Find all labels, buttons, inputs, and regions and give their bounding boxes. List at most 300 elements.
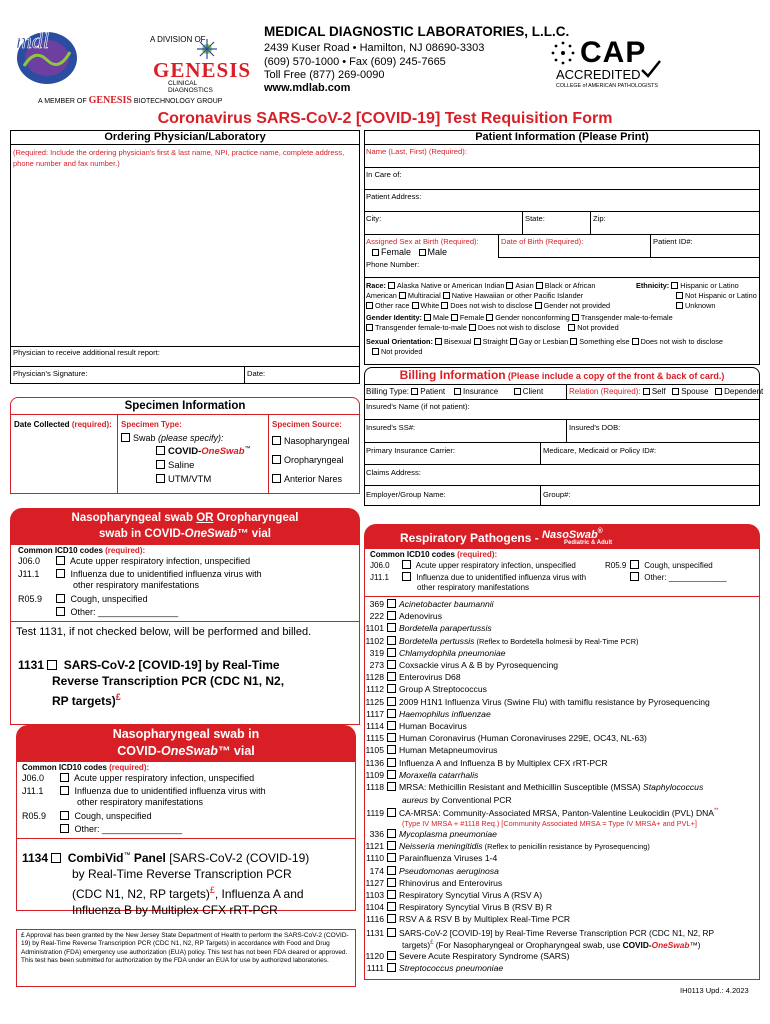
- resp-test-name: Neisseria meningitidis: [399, 841, 483, 852]
- resp-test-checkbox[interactable]: [387, 902, 396, 911]
- resp-test-num: 1115: [366, 733, 384, 744]
- resp-icd4: [630, 572, 727, 582]
- group-label: Group#:: [543, 490, 571, 499]
- resp-test-name: Group A Streptococcus: [399, 684, 487, 695]
- resp-test-num: 222: [369, 611, 384, 622]
- panel2-test-l1c: [SARS-CoV-2 (COVID-19): [169, 851, 310, 865]
- resp-icd2-checkbox[interactable]: [402, 572, 411, 581]
- resp-test-row: [364, 782, 703, 793]
- resp-test-checkbox[interactable]: [387, 636, 396, 645]
- resp-test-num: 1112: [366, 684, 384, 695]
- panel2-tm: ™: [123, 852, 131, 859]
- resp-test-num: 1111: [366, 963, 384, 974]
- panel1-heading: [10, 508, 360, 544]
- cap-logo-mark: [550, 40, 576, 66]
- resp-test-checkbox[interactable]: [387, 841, 396, 850]
- ethnicity-label: Ethnicity:: [636, 281, 670, 290]
- race-hawaiian-checkbox[interactable]: [443, 292, 450, 299]
- race-black-label: Black or African: [544, 281, 596, 290]
- male-checkbox[interactable]: [419, 249, 426, 256]
- panel1-oneswab: OneSwab: [184, 528, 238, 540]
- relation-row: [569, 387, 763, 396]
- insured-name-label: Insured's Name (if not patient):: [366, 402, 470, 411]
- cap-text: CAP: [580, 36, 647, 69]
- specimen-type-label: Specimen Type:: [121, 420, 182, 429]
- panel1-line1a: Nasopharyngeal swab: [71, 512, 193, 524]
- in-care-of-label: In Care of:: [366, 170, 402, 179]
- race-row-3: [366, 301, 610, 310]
- source-nares-checkbox[interactable]: [272, 474, 281, 483]
- physician-entry-area[interactable]: [11, 170, 359, 344]
- resp-test-checkbox[interactable]: [387, 623, 396, 632]
- gid-ftm-label: Transgender female-to-male: [375, 323, 467, 332]
- swab-checkbox[interactable]: [121, 433, 130, 442]
- resp-test-name: Human Bocavirus: [399, 721, 467, 731]
- female-checkbox[interactable]: [372, 249, 379, 256]
- race-alaska-label: Alaska Native or American Indian: [396, 281, 505, 290]
- lab-address: 2439 Kuser Road • Hamilton, NJ 08690-3303: [264, 42, 485, 54]
- test-1131-checkbox[interactable]: [47, 660, 57, 670]
- resp-test-name: Coxsackie virus A & B by Pyrosequencing: [399, 660, 559, 670]
- resp-test-checkbox[interactable]: [387, 660, 396, 669]
- panel1-icd-req: (required):: [105, 546, 146, 555]
- resp-test-num: 1120: [365, 951, 384, 961]
- race-row-2: [366, 291, 583, 300]
- resp-test-checkbox[interactable]: [387, 829, 396, 838]
- resp-test-checkbox[interactable]: [387, 914, 396, 923]
- resp-test-name: Moraxella catarrhalis: [399, 769, 479, 780]
- race-black-label-2: American: [366, 291, 397, 300]
- gid-nonconforming-checkbox[interactable]: [486, 314, 493, 321]
- test-1119-note: (Type IV MRSA + #1118 Req.) [Community Associated MRSA = Type IV MRSA+ and PVL+]: [402, 818, 697, 828]
- employer-label: Employer/Group Name:: [366, 490, 446, 499]
- test-1131-resp: [364, 928, 714, 950]
- race-black-checkbox[interactable]: [536, 282, 543, 289]
- orientation-label: Sexual Orientation:: [366, 337, 433, 346]
- gid-nodisclose-checkbox[interactable]: [469, 324, 476, 331]
- swab-note: (please specify):: [158, 433, 224, 443]
- resp-icd3: [605, 560, 713, 570]
- panel2-desc2: Influenza due to unidentified influenza virus with: [74, 786, 266, 796]
- race-multiracial-checkbox[interactable]: [399, 292, 406, 299]
- panel1-icd-label: Common ICD10 codes: [18, 546, 103, 555]
- resp-desc2: Influenza due to unidentified influenza virus with: [416, 573, 587, 582]
- specimen-heading: Specimen Information: [124, 400, 246, 412]
- lab-website[interactable]: www.mdlab.com: [264, 82, 351, 94]
- panel2-icd-label: Common ICD10 codes: [22, 763, 107, 772]
- resp-test-row: [364, 770, 478, 781]
- resp-test-row: [364, 648, 506, 659]
- panel2-test-l3b: , Influenza A and: [214, 887, 304, 901]
- race-notprovided-checkbox[interactable]: [535, 302, 542, 309]
- panel1-icd4: [56, 607, 178, 617]
- resp-test-checkbox[interactable]: [387, 782, 396, 791]
- resp-test-num: 1105: [365, 745, 384, 756]
- insured-ssn-label: Insured's SS#:: [366, 423, 416, 432]
- genesis-logo-mark: [196, 38, 218, 60]
- resp-test-name: Respiratory Syncytial Virus B (RSV B) R: [399, 902, 553, 913]
- so-straight-checkbox[interactable]: [474, 338, 481, 345]
- resp-test-name: Human Metapneumovirus: [399, 745, 498, 756]
- resp-test-extra: (Reflex to penicillin resistance by Pyrosequencing): [482, 842, 650, 852]
- eth-hispanic-label: Hispanic or Latino: [680, 281, 739, 290]
- panel2-test-l3a: (CDC N1, N2, RP targets): [72, 887, 210, 901]
- so-else-label: Something else: [579, 337, 630, 346]
- resp-test-name: Haemophilus influenzae: [399, 708, 491, 719]
- patient-id-label: Patient ID#:: [653, 237, 693, 246]
- panel2-icd2-checkbox[interactable]: [60, 786, 69, 795]
- patient-heading: Patient Information (Please Print): [475, 131, 649, 143]
- panel1-test-l3: RP targets): [52, 694, 116, 708]
- male-label: Male: [427, 247, 448, 257]
- resp-test-num: 1101: [365, 623, 384, 634]
- relation-dependent-label: Dependent: [724, 387, 764, 396]
- so-nodisclose-checkbox[interactable]: [632, 338, 639, 345]
- resp-test-num: 273: [369, 660, 384, 670]
- resp-test-checkbox[interactable]: [387, 890, 396, 899]
- resp-test-checkbox[interactable]: [387, 709, 396, 718]
- resp-test-row: [364, 841, 650, 852]
- resp-test-checkbox[interactable]: [387, 878, 396, 887]
- billing-heading: Billing Information: [399, 368, 506, 382]
- resp-test-name: Influenza A and Influenza B by Multiplex CFX rRT-PCR: [399, 757, 608, 768]
- resp-test-name: Parainfluenza Viruses 1-4: [399, 853, 498, 864]
- date-collected-required: (required):: [71, 420, 112, 429]
- billing-type-row: [366, 387, 543, 396]
- panel2-pound: £: [209, 885, 215, 895]
- billing-patient-checkbox[interactable]: [411, 388, 418, 395]
- resp-test-checkbox[interactable]: [387, 733, 396, 742]
- panel2-other: Other: ________________: [74, 824, 183, 834]
- panel1-pound: £: [115, 692, 121, 702]
- source-nares-row: [272, 474, 342, 484]
- panel1-line2c: ™ vial: [237, 528, 271, 540]
- resp-icd-heading: [370, 550, 497, 559]
- test-1131-resp-pound: £: [430, 940, 434, 946]
- resp-other-checkbox[interactable]: [630, 572, 639, 581]
- gid-nodisclose-label: Does not wish to disclose: [477, 323, 561, 332]
- so-gay-checkbox[interactable]: [510, 338, 517, 345]
- panel2-icd1-checkbox[interactable]: [60, 773, 69, 782]
- physician-heading: Ordering Physician/Laboratory: [104, 131, 266, 143]
- footnote-text: £ Approval has been granted by the New Jersey State Department of Health to perform the SARS-CoV-2 (COVID-19) by Real-Time Reverse Transcription PCR (CDC N1, N2, RP Targets) in accordance with Food and Drug Administration (FDA) emergency use authorization (EUA) policy. This test has not been FDA cleared or approved. This test has been submitted for authorization by the FDA under an EUA for use by authorized laboratories.: [21, 932, 349, 965]
- resp-test-num: 1110: [366, 853, 384, 864]
- resp-test-row: [364, 660, 558, 671]
- source-naso-label: Nasopharyngeal: [284, 436, 350, 446]
- billing-heading-tab: [364, 367, 760, 384]
- panel2-line2a: COVID-: [117, 744, 161, 758]
- resp-test-checkbox[interactable]: [387, 745, 396, 754]
- resp-test-checkbox[interactable]: [387, 758, 396, 767]
- specimen-source-label: Specimen Source:: [272, 420, 342, 429]
- oneswab-label: OneSwab: [201, 446, 245, 458]
- resp-test-extra: Staphylococcus: [640, 782, 704, 792]
- resp-test-num: 1114: [366, 721, 384, 731]
- resp-test-checkbox[interactable]: [387, 866, 396, 875]
- resp-test-checkbox[interactable]: [387, 770, 396, 779]
- panel2-desc1: Acute upper respiratory infection, unspecified: [74, 773, 255, 783]
- gid-nonconforming-label: Gender nonconforming: [495, 313, 570, 322]
- resp-desc2b: other respiratory manifestations: [417, 583, 530, 592]
- resp-icd-label: Common ICD10 codes: [370, 550, 455, 559]
- panel1-line1b: Oropharyngeal: [216, 512, 299, 524]
- resp-test-checkbox[interactable]: [387, 599, 396, 608]
- division-label: A DIVISION OF: [150, 35, 206, 44]
- resp-heading-text: Respiratory Pathogens -: [400, 531, 543, 545]
- panel1-test-num: 1131: [18, 658, 45, 672]
- resp-test-name: Mycoplasma pneumoniae: [399, 829, 497, 839]
- member-post: BIOTECHNOLOGY GROUP: [133, 98, 223, 105]
- race-other-label: Other race: [375, 301, 410, 310]
- test-1131-resp-oneswab: OneSwab: [651, 939, 690, 950]
- resp-test-row: [364, 636, 639, 647]
- resp-test-num: 1136: [365, 757, 384, 768]
- panel1-other-checkbox[interactable]: [56, 607, 65, 616]
- source-oro-checkbox[interactable]: [272, 455, 281, 464]
- so-notprovided-checkbox[interactable]: [372, 348, 379, 355]
- lab-name: MEDICAL DIAGNOSTIC LABORATORIES, L.L.C.: [264, 24, 570, 39]
- resp-test-name: Human Coronavirus (Human Coronaviruses 229E, OC43, NL-63): [399, 733, 647, 744]
- race-hawaiian-label: Native Hawaiian or other Pacific Islander: [451, 291, 584, 300]
- gid-female-label: Female: [459, 313, 485, 322]
- resp-test-name: Adenovirus: [399, 611, 442, 622]
- saline-label: Saline: [168, 460, 195, 471]
- resp-test-name: Respiratory Syncytial Virus A (RSV A): [399, 890, 543, 900]
- covid-oneswab-checkbox[interactable]: [156, 446, 165, 455]
- panel2-desc3: Cough, unspecified: [74, 811, 152, 821]
- patient-address-label: Patient Address:: [366, 192, 422, 201]
- additional-report-label: Physician to receive additional result report:: [13, 348, 160, 357]
- lab-phone: (609) 570-1000 • Fax (609) 245-7665: [264, 56, 446, 68]
- race-asian-checkbox[interactable]: [506, 282, 513, 289]
- relation-self-checkbox[interactable]: [643, 388, 650, 395]
- eth-unknown-checkbox[interactable]: [676, 302, 683, 309]
- gid-mtf-checkbox[interactable]: [572, 314, 579, 321]
- resp-test-checkbox[interactable]: [387, 697, 396, 706]
- resp-test-num: 1103: [365, 890, 384, 900]
- mrsa-aureus: aureus: [402, 795, 428, 805]
- claims-address-label: Claims Address:: [366, 468, 421, 477]
- race-multiracial-label: Multiracial: [407, 291, 441, 300]
- resp-test-num: 1128: [365, 672, 384, 683]
- test-1131-resp-tm: ™): [689, 939, 701, 950]
- billing-insurance-checkbox[interactable]: [454, 388, 461, 395]
- resp-test-num: 1118: [366, 782, 384, 792]
- test-1119-checkbox[interactable]: [387, 808, 396, 817]
- resp-test-checkbox[interactable]: [387, 648, 396, 657]
- resp-test-checkbox[interactable]: [387, 684, 396, 693]
- resp-test-num: 336: [369, 829, 384, 839]
- resp-test-name: Acinetobacter baumannii: [399, 599, 494, 609]
- race-nodisclose-checkbox[interactable]: [441, 302, 448, 309]
- panel1-or: OR: [196, 512, 214, 524]
- gender-row-2: [366, 323, 619, 332]
- panel1-other: Other: ________________: [70, 607, 179, 617]
- panel1-code1: J06.0: [18, 556, 41, 566]
- race-white-checkbox[interactable]: [412, 302, 419, 309]
- resp-test-row: [364, 951, 570, 962]
- resp-test-checkbox[interactable]: [387, 721, 396, 730]
- resp-test-num: 1116: [366, 914, 384, 925]
- saline-checkbox[interactable]: [156, 460, 165, 469]
- panel1-icd3-checkbox[interactable]: [56, 594, 65, 603]
- phone-label: Phone Number:: [366, 260, 420, 269]
- billing-type-label: Billing Type:: [366, 387, 409, 396]
- specimen-heading-tab: [10, 397, 360, 414]
- resp-test-num: 319: [369, 647, 384, 658]
- panel2-line2c: ™ vial: [217, 744, 255, 758]
- member-line: [38, 95, 222, 106]
- orientation-row-1: [366, 337, 723, 346]
- resp-icd1: [370, 560, 576, 570]
- resp-icd2: [370, 572, 586, 593]
- svg-text:mdl: mdl: [16, 28, 49, 53]
- date-collected-label: Date Collected: [14, 420, 70, 429]
- resp-icd3-checkbox[interactable]: [630, 560, 639, 569]
- tm-mark: ™: [244, 446, 251, 452]
- resp-desc1: Acute upper respiratory infection, unspecified: [415, 561, 576, 570]
- panel2-icd-req: (required):: [109, 763, 150, 772]
- resp-test-num: 1125: [365, 696, 384, 707]
- so-else-checkbox[interactable]: [570, 338, 577, 345]
- resp-heading: [364, 524, 760, 548]
- physician-required-note: (Required: Include the ordering physician's first & last name, NPI, practice name, complete address, phone number and fax number.): [13, 148, 345, 168]
- saline-row: [156, 460, 194, 471]
- resp-test-checkbox[interactable]: [387, 611, 396, 620]
- test-1119-num: 1119: [366, 807, 384, 818]
- so-bisexual-label: Bisexual: [443, 337, 472, 346]
- panel2-panel: Panel: [133, 851, 166, 865]
- resp-test-name: RSV A & RSV B by Multiplex Real-Time PCR: [399, 914, 571, 925]
- resp-test-name: Rhinovirus and Enterovirus: [399, 877, 503, 888]
- resp-desc3: Cough, unspecified: [644, 561, 713, 570]
- eth-nothispanic-checkbox[interactable]: [676, 292, 683, 299]
- resp-test-name: Enterovirus D68: [399, 672, 461, 683]
- billing-client-label: Client: [522, 387, 544, 396]
- patient-name-label: Name (Last, First) (Required):: [366, 147, 467, 156]
- gid-male-checkbox[interactable]: [424, 314, 431, 321]
- test-1119: [364, 806, 719, 829]
- resp-test-row: [364, 902, 552, 913]
- resp-test-checkbox[interactable]: [387, 963, 396, 972]
- billing-client-checkbox[interactable]: [514, 388, 521, 395]
- panel1-desc1: Acute upper respiratory infection, unspecified: [70, 556, 251, 566]
- panel2-line1: Nasopharyngeal swab in: [112, 727, 260, 741]
- date-collected-row: [14, 420, 112, 429]
- resp-test-name: Bordetella parapertussis: [399, 623, 492, 634]
- resp-reg: ®: [597, 528, 603, 535]
- panel2-other-checkbox[interactable]: [60, 824, 69, 833]
- test-1131-resp-checkbox[interactable]: [387, 928, 396, 937]
- resp-test-num: 1102: [365, 635, 384, 646]
- panel1-icd3: [18, 594, 148, 604]
- panel1-icd2: [18, 569, 262, 591]
- resp-icd1-checkbox[interactable]: [402, 560, 411, 569]
- resp-test-num: 1127: [365, 877, 384, 888]
- resp-test-row: [364, 866, 499, 877]
- gid-female-checkbox[interactable]: [451, 314, 458, 321]
- mdl-logo: [10, 28, 84, 92]
- resp-test-name: MRSA: Methicillin Resistant and Methicillin Susceptible (MSSA): [399, 782, 641, 792]
- test-1131-resp-num: 1131: [366, 928, 384, 938]
- panel1-icd2-checkbox[interactable]: [56, 569, 65, 578]
- panel2-combivid: CombiVid: [67, 851, 124, 865]
- resp-test-checkbox[interactable]: [387, 672, 396, 681]
- race-alaska-checkbox[interactable]: [388, 282, 395, 289]
- panel1-test-1131: [18, 657, 284, 709]
- form-title: Coronavirus SARS-CoV-2 [COVID-19] Test Requisition Form: [157, 110, 613, 127]
- panel1-test-l2: Reverse Transcription PCR (CDC N1, N2,: [52, 674, 285, 688]
- resp-test-row: [364, 829, 497, 840]
- resp-test-checkbox[interactable]: [387, 951, 396, 960]
- dob-label: Date of Birth (Required):: [501, 237, 584, 246]
- resp-test-row: [364, 745, 497, 756]
- covid-oneswab-row: [156, 446, 251, 457]
- form-id: IH0113 Upd.: 4.2023: [680, 986, 749, 995]
- race-asian-label: Asian: [515, 281, 534, 290]
- resp-test-row: [364, 878, 502, 889]
- panel1-code3: R05.9: [18, 594, 43, 604]
- panel2-test-num: 1134: [22, 851, 49, 865]
- panel2-icd1: [22, 773, 254, 783]
- resp-test-row: [364, 599, 494, 610]
- test-1131-resp-covid: COVID-: [622, 939, 652, 950]
- relation-spouse-checkbox[interactable]: [672, 388, 679, 395]
- utm-label: UTM/VTM: [168, 474, 212, 485]
- source-naso-checkbox[interactable]: [272, 436, 281, 445]
- gid-mtf-label: Transgender male-to-female: [580, 313, 673, 322]
- so-nodisclose-label: Does not wish to disclose: [640, 337, 723, 346]
- race-row-1: [366, 281, 595, 290]
- panel1-icd1-checkbox[interactable]: [56, 556, 65, 565]
- resp-test-row: [364, 890, 542, 901]
- eth-hispanic-checkbox[interactable]: [671, 282, 678, 289]
- panel2-icd-heading: [22, 763, 149, 772]
- eth-nothispanic-label: Not Hispanic or Latino: [685, 291, 757, 300]
- resp-test-num: 1117: [366, 708, 384, 719]
- resp-test-extra: (Reflex to Bordetella holmesii by Real-Time PCR): [474, 636, 639, 646]
- ethnicity-block: [636, 281, 757, 311]
- billing-insurance-label: Insurance: [463, 387, 499, 396]
- resp-test-name: Severe Acute Respiratory Syndrome (SARS): [399, 951, 570, 961]
- utm-checkbox[interactable]: [156, 474, 165, 483]
- panel2-oneswab: OneSwab: [160, 744, 218, 758]
- medicare-label: Medicare, Medicaid or Policy ID#:: [543, 446, 657, 455]
- signature-label: Physician's Signature:: [13, 369, 88, 378]
- female-label: Female: [381, 247, 412, 257]
- race-label: Race:: [366, 281, 386, 290]
- race-nodisclose-label: Does not wish to disclose: [450, 301, 533, 310]
- relation-dependent-checkbox[interactable]: [715, 388, 722, 395]
- panel1-test-l1: SARS-CoV-2 [COVID-19] by Real-Time: [63, 658, 280, 672]
- gid-notprovided-checkbox[interactable]: [568, 324, 575, 331]
- panel2-icd3-checkbox[interactable]: [60, 811, 69, 820]
- resp-code1: J06.0: [370, 561, 390, 570]
- covid-label: COVID-: [168, 446, 202, 458]
- so-bisexual-checkbox[interactable]: [435, 338, 442, 345]
- panel2-code1: J06.0: [22, 773, 45, 783]
- race-other-checkbox[interactable]: [366, 302, 373, 309]
- resp-test-checkbox[interactable]: [387, 853, 396, 862]
- resp-test-name: Bordetella pertussis: [399, 635, 475, 646]
- test-1134-checkbox[interactable]: [51, 853, 61, 863]
- panel2-code2: J11.1: [22, 786, 44, 796]
- date-label: Date:: [247, 369, 266, 378]
- checkmark-icon: [640, 58, 662, 80]
- gid-ftm-checkbox[interactable]: [366, 324, 373, 331]
- so-straight-label: Straight: [482, 337, 508, 346]
- gid-male-label: Male: [432, 313, 449, 322]
